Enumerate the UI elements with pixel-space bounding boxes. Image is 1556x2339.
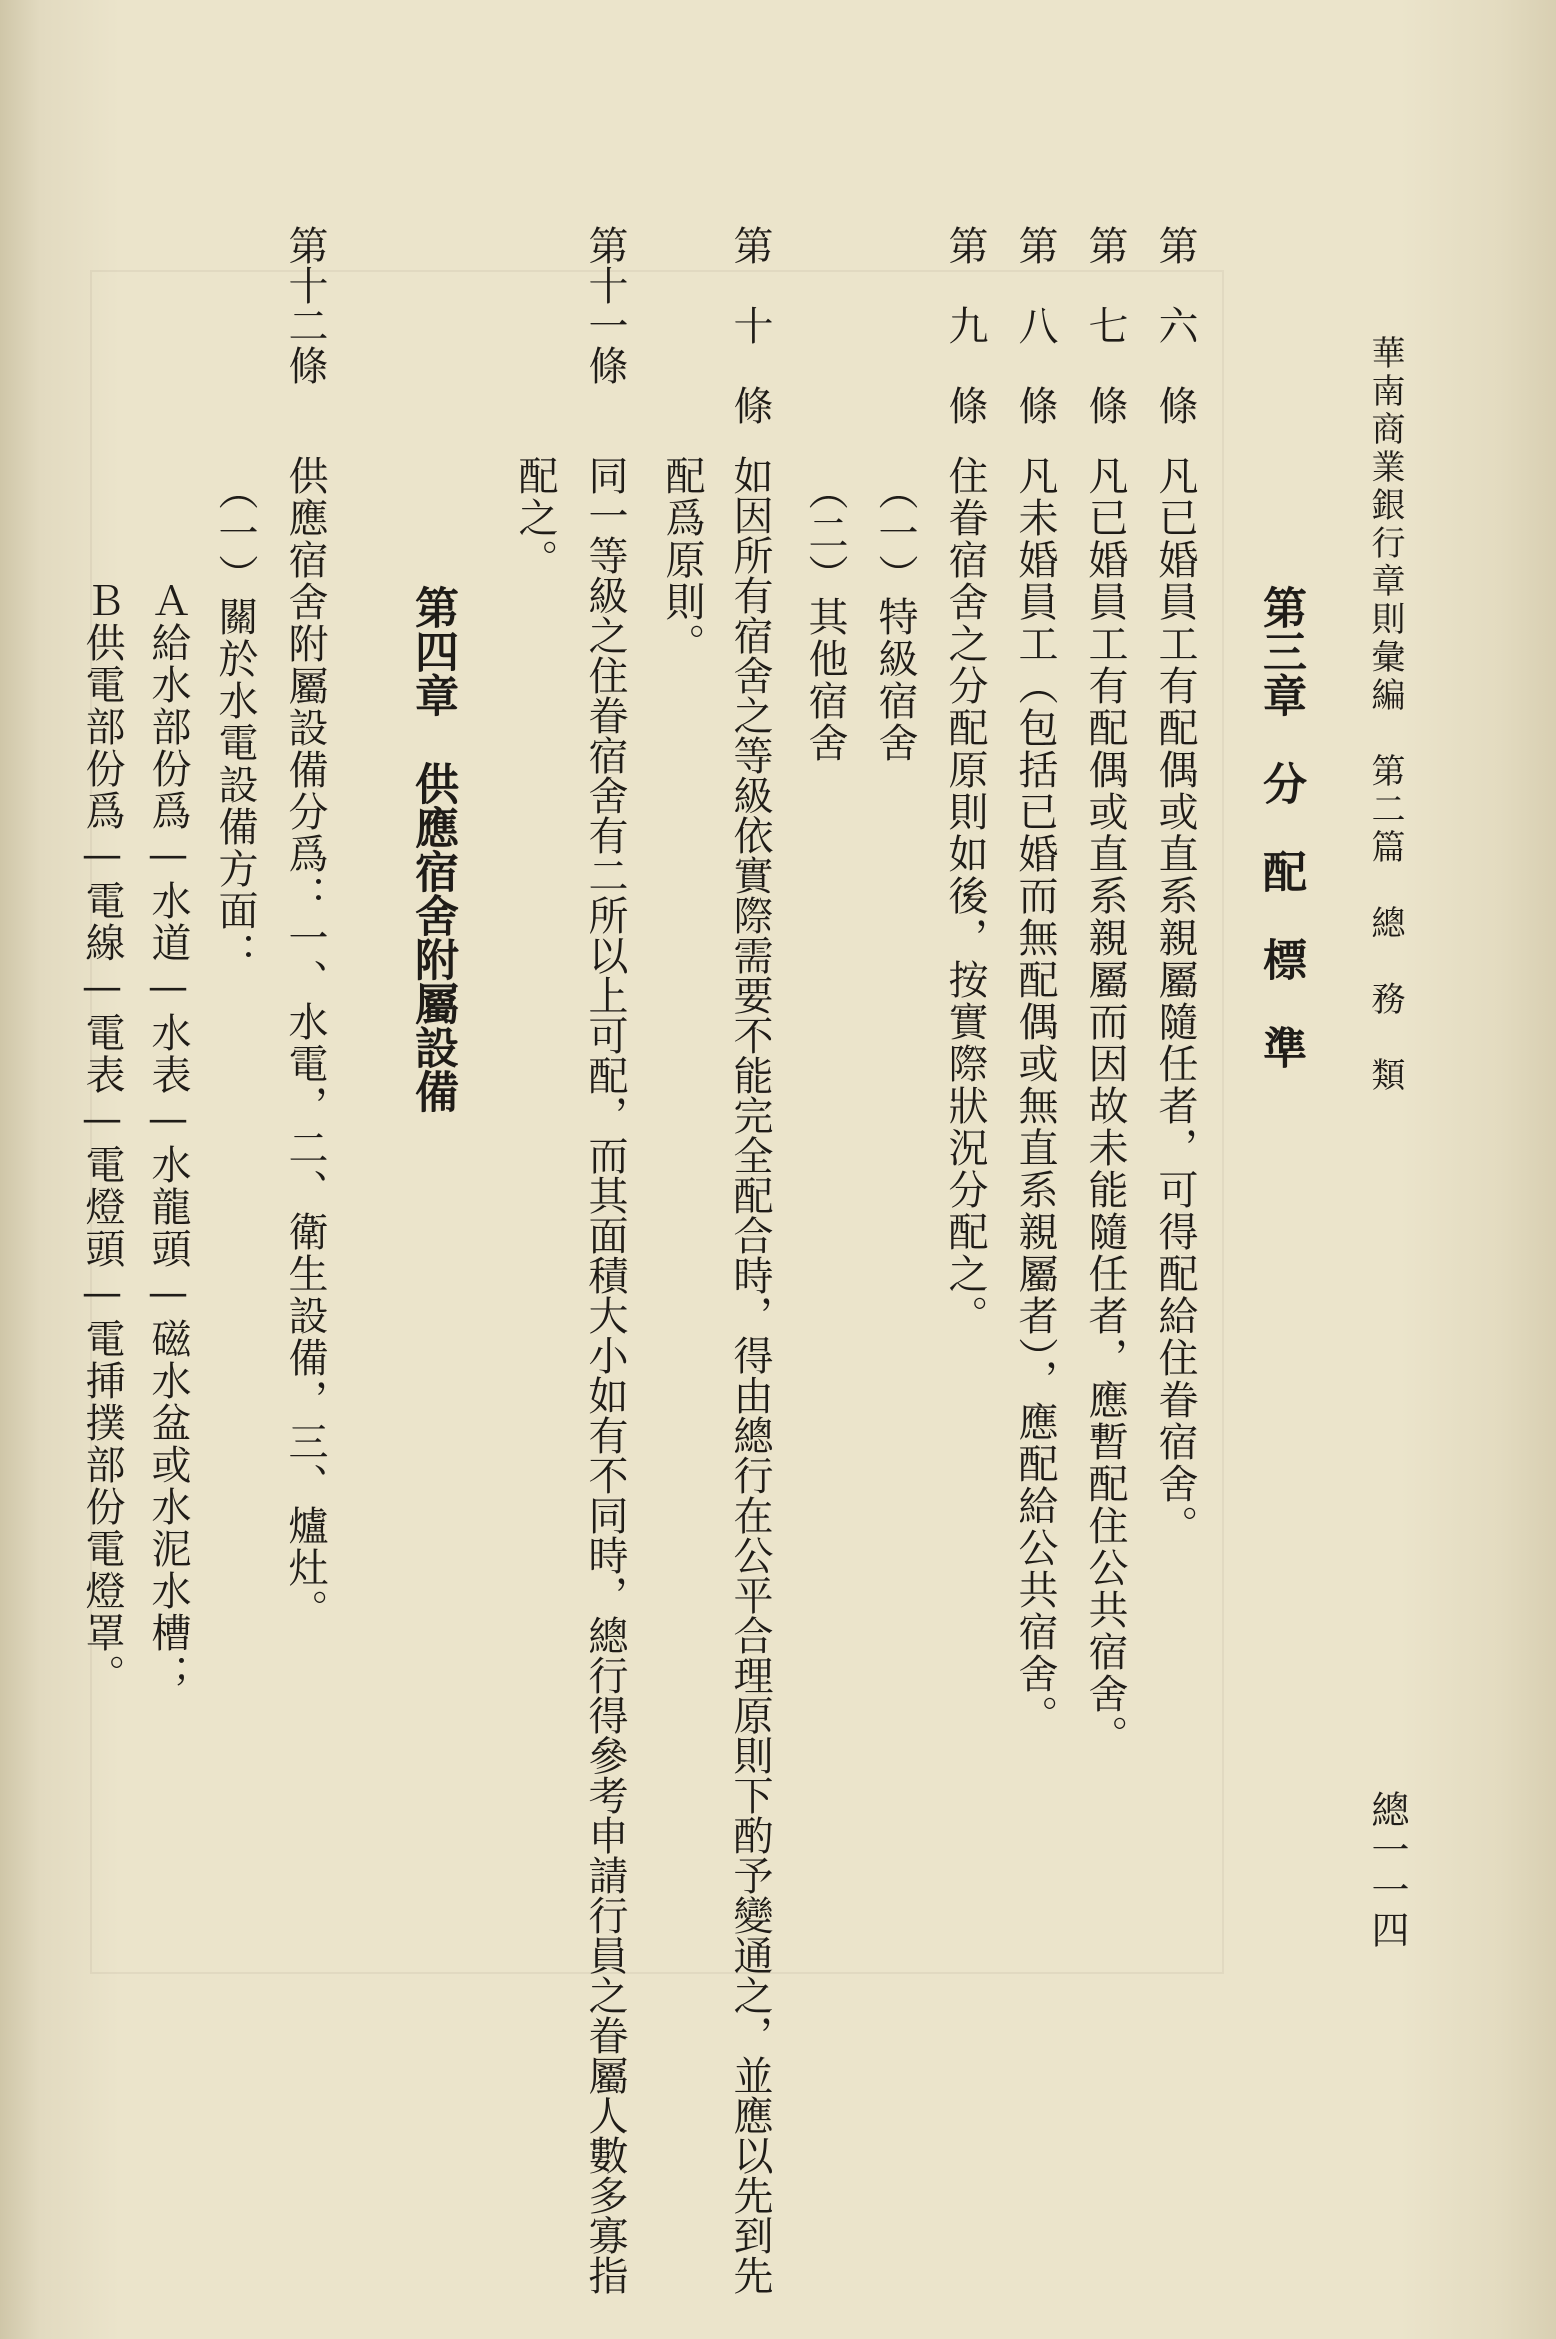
chapter-3-title: 第三章 分 配 標 準 xyxy=(1255,585,1306,1069)
article-7-label: 第 七 條 xyxy=(1082,225,1128,425)
chapter-4-title: 第四章 供應宿舍附屬設備 xyxy=(407,585,458,1113)
article-11-text: 同一等級之住眷宿舍有二所以上可配，而其面積大小如有不同時，總行得參考申請行員之眷屬人數多寡指 xyxy=(582,455,628,2295)
article-9-item-2: （二）其他宿舍 xyxy=(802,470,848,764)
article-12-item-a: Ａ給水部份爲—水道—水表—水龍頭—磁水盆或水泥水槽； xyxy=(145,580,191,1696)
article-8-label: 第 八 條 xyxy=(1012,225,1058,425)
article-6-text: 凡已婚員工有配偶或直系親屬隨任者，可得配給住眷宿舍。 xyxy=(1152,455,1198,1547)
page-number: 總一一四 xyxy=(1365,1790,1409,1950)
article-10-continuation: 配爲原則。 xyxy=(659,455,705,665)
article-10-label: 第 十 條 xyxy=(727,225,773,425)
article-12-item-b: Ｂ供電部份爲—電線—電表—電燈頭—電挿撲部份電燈罩。 xyxy=(79,580,125,1696)
article-11-label: 第十一條 xyxy=(582,225,628,385)
article-9-item-1: （一）特級宿舍 xyxy=(872,470,918,764)
article-9-label: 第 九 條 xyxy=(942,225,988,425)
article-12-text: 供應宿舍附屬設備分爲：一、水電，二、衛生設備，三、爐灶。 xyxy=(282,455,328,1631)
article-12-label: 第十二條 xyxy=(282,225,328,385)
article-9-text: 住眷宿舍之分配原則如後，按實際狀況分配之。 xyxy=(942,455,988,1337)
article-8-text: 凡未婚員工（包括已婚而無配偶或無直系親屬者），應配給公共宿舍。 xyxy=(1012,455,1058,1737)
article-10-text: 如因所有宿舍之等級依實際需要不能完全配合時，得由總行在公平合理原則下酌予變通之，並應以先到先 xyxy=(727,455,773,2295)
book-title: 華南商業銀行章則彙編 第二篇 總 務 類 xyxy=(1365,335,1405,1095)
article-6-label: 第 六 條 xyxy=(1152,225,1198,425)
article-12-item-1: （一）關於水電設備方面： xyxy=(212,470,258,974)
article-11-continuation: 配之。 xyxy=(512,455,558,581)
article-7-text: 凡已婚員工有配偶或直系親屬而因故未能隨任者，應暫配住公共宿舍。 xyxy=(1082,455,1128,1757)
